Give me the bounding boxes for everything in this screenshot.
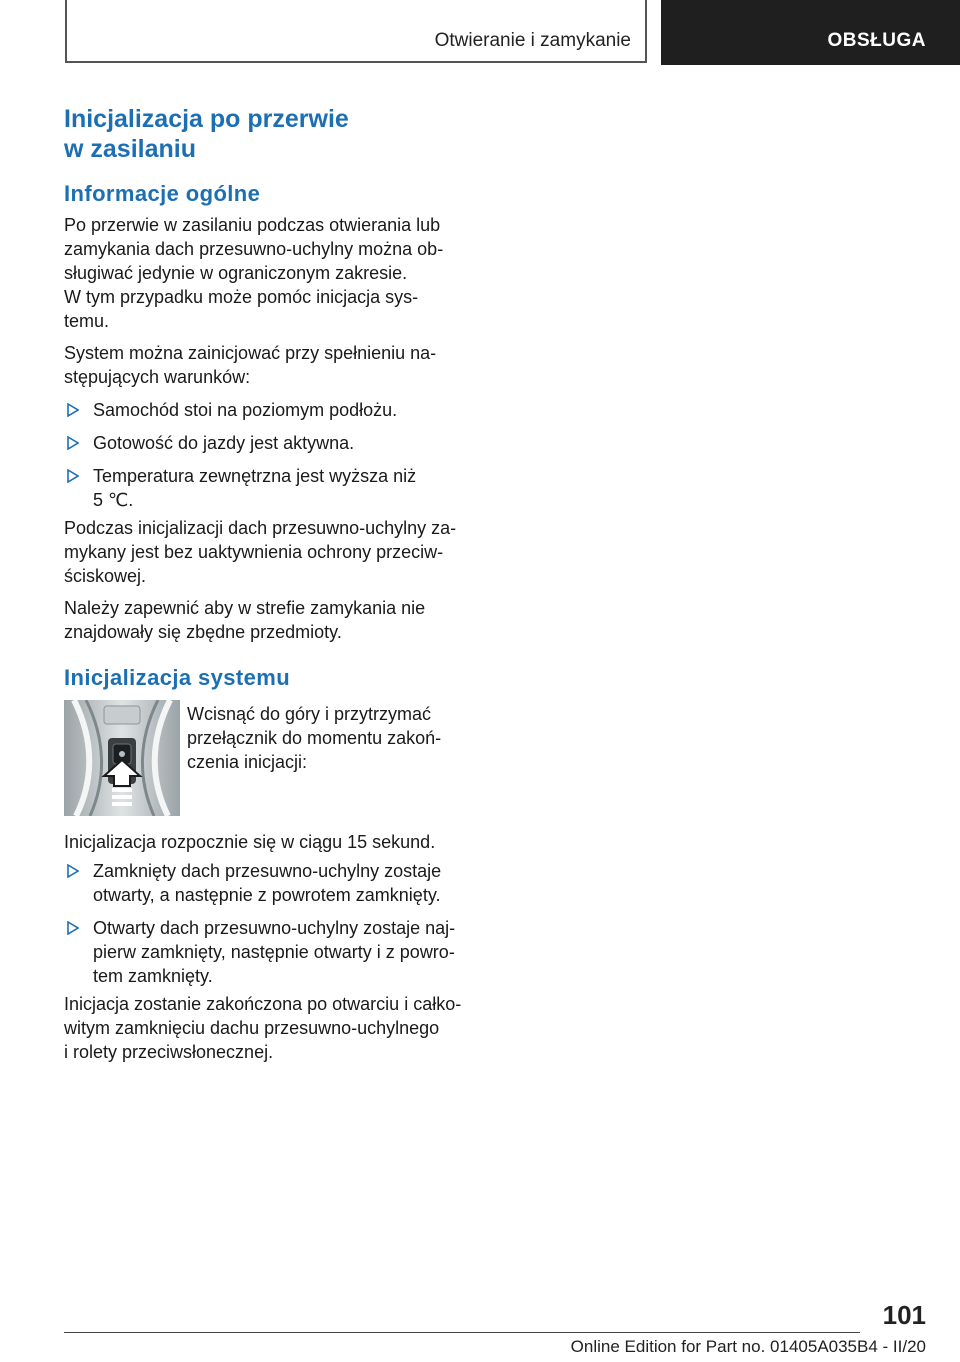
footer-divider [64,1332,860,1333]
page-number: 101 [882,1300,926,1330]
instruction-figure [64,700,484,816]
running-header-box [65,0,647,63]
list-item: Temperatura zewnętrzna jest wyższa niż 5 ℃. [64,464,484,512]
section-title: Otwieranie i zamykanie [434,30,631,51]
list-item: Samochód stoi na poziomym podłożu. [64,398,484,422]
system-init-heading: Inicjalizacja systemu [64,665,291,690]
triangle-right-icon [67,921,79,935]
chapter-title: OBSŁUGA [827,30,926,51]
roof-switch-illustration [64,700,180,816]
page-title: Inicjalizacja po przerwie w zasilaniu [64,105,349,163]
instruction-text: Wcisnąć do góry i przytrzymać przełącznik do momentu zakoń- czenia inicjacji: [187,704,442,772]
init-start-paragraph: Inicjalizacja rozpocznie się w ciągu 15 sekund. [64,832,436,852]
outcomes-list [64,859,484,988]
list-item: Gotowość do jazdy jest aktywna. [64,431,484,455]
list-item: Zamknięty dach przesuwno-uchylny zostaje otwarty, a następnie z powrotem zamknięty. [64,859,484,907]
chapter-tab [661,0,960,65]
triangle-right-icon [67,436,79,450]
roof-switch-photo [64,700,180,816]
init-complete-paragraph: Inicjacja zostanie zakończona po otwarciu i całko- witym zamknięciu dachu przesuwno-uchylnego i rolety przeciwsłonecznej. [64,994,462,1062]
general-paragraph-4: Należy zapewnić aby w strefie zamykania nie znajdowały się zbędne przedmioty. [64,598,426,642]
page-content [64,104,484,1064]
general-paragraph-3: Podczas inicjalizacji dach przesuwno-uchylny za- mykany jest bez uaktywnienia ochrony przeciw- ściskowej. [64,518,457,586]
triangle-right-icon [67,864,79,878]
general-info-heading: Informacje ogólne [64,181,261,206]
list-item: Otwarty dach przesuwno-uchylny zostaje naj- pierw zamknięty, następnie otwarty i z powro- tem zamknięty. [64,916,484,988]
general-paragraph-2: System można zainicjować przy spełnieniu na- stępujących warunków: [64,343,437,387]
triangle-right-icon [67,403,79,417]
triangle-right-icon [67,469,79,483]
general-paragraph-1: Po przerwie w zasilaniu podczas otwierania lub zamykania dach przesuwno-uchylny można ob- sługiwać jedynie w ograniczonym zakresie. W tym przypadku może pomóc inicjacja sys- temu. [64,215,444,331]
edition-footer: Online Edition for Part no. 01405A035B4 - II/20 [570,1337,926,1356]
conditions-list [64,398,484,512]
